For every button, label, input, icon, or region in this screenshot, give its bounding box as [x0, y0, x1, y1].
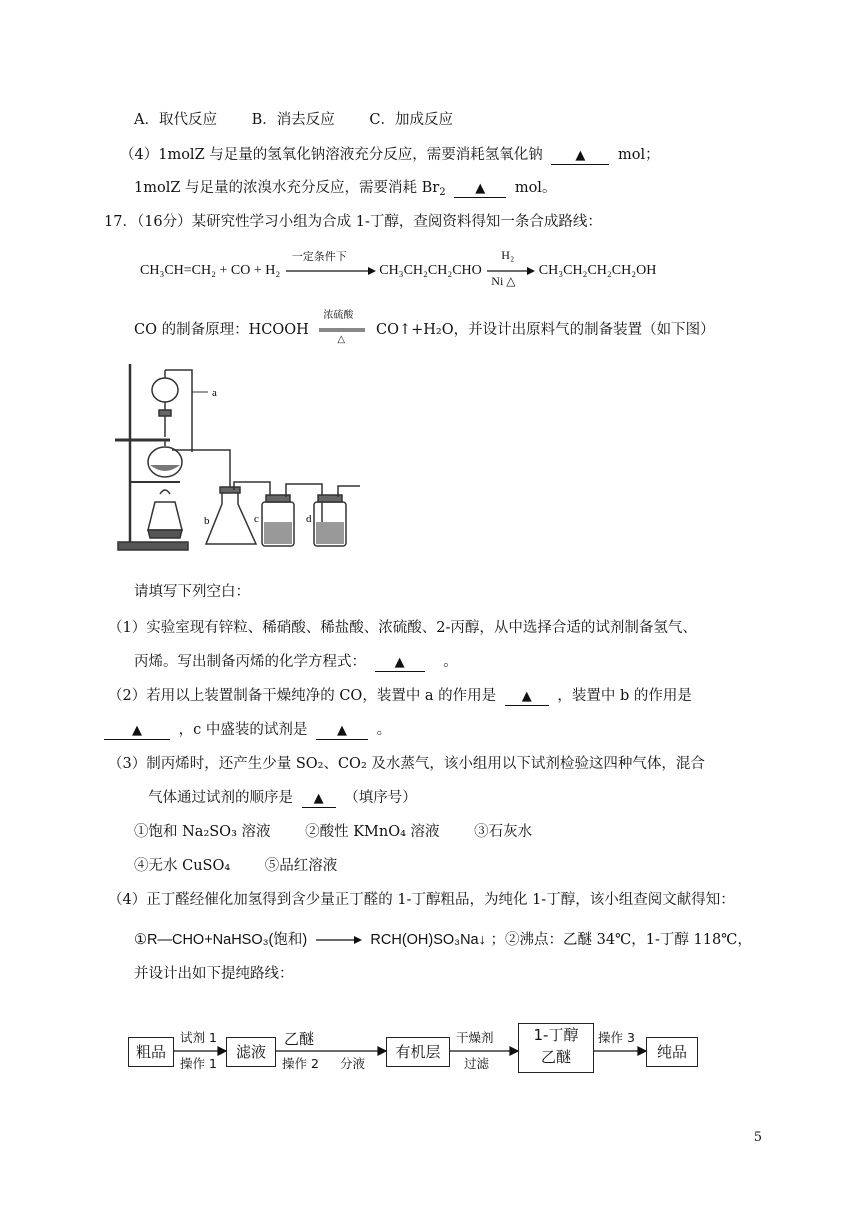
label-a: a — [212, 387, 217, 399]
step1-top: 试剂 1 — [180, 1030, 217, 1045]
co-cond-bottom: △ — [337, 334, 346, 345]
route-cond2-top: H₂ — [501, 248, 515, 262]
p2-end: 。 — [376, 722, 392, 738]
route-product: CH₃CH₂CH₂CH₂OH — [538, 263, 657, 279]
q16-part4-text2: 1molZ 与足量的浓溴水充分反应，需要消耗 Br — [134, 180, 440, 196]
step2-bottom: 操作 2 — [282, 1056, 319, 1071]
co-prep-text: CO 的制备原理：HCOOH — [134, 322, 309, 338]
blank-triangle: ▲ — [394, 655, 405, 670]
co-prep-text-2: CO↑+H₂O，并设计出原料气的制备装置（如下图） — [375, 322, 715, 338]
p1-text: 丙烯。写出制备丙烯的化学方程式： — [134, 654, 366, 670]
p4-line1: （4）正丁醛经催化加氢得到含少量正丁醛的 1-丁醇粗品，为纯化 1-丁醇，该小组查阅文献得知： — [108, 892, 735, 908]
blank-triangle: ▲ — [132, 723, 142, 738]
reagent-3: ③石灰水 — [474, 824, 533, 840]
p1-line1: （1）实验室现有锌粒、稀硝酸、稀盐酸、浓硫酸、2-丙醇，从中选择合适的试剂制备氢气、 — [108, 620, 697, 636]
reagent-2: ②酸性 KMnO₄ 溶液 — [305, 824, 440, 840]
fill-prompt: 请填写下列空白： — [134, 584, 250, 600]
p4-eq-tail: ；②沸点：乙醚 34℃，1-丁醇 118℃， — [490, 932, 752, 948]
step2-top: 乙醚 — [284, 1030, 315, 1048]
page-number: 5 — [753, 1130, 762, 1145]
reagent-4: ④无水 CuSO₄ — [134, 858, 231, 874]
label-d: d — [306, 513, 312, 525]
co-cond-top: 浓硫酸 — [323, 310, 354, 321]
step1-bottom: 操作 1 — [180, 1056, 217, 1071]
option-a: A．取代反应 — [134, 112, 217, 128]
box-pure: 纯品 — [646, 1037, 698, 1067]
p2-text1: （2）若用以上装置制备干燥纯净的 CO，装置中 a 的作用是 — [108, 688, 497, 704]
q16-part4-line2: 1molZ 与足量的浓溴水充分反应，需要消耗 $Br_2$ ▲ mol。 — [134, 180, 557, 198]
box-organic-layer: 有机层 — [386, 1037, 450, 1067]
q16-part4-text1: （4）1molZ 与足量的氢氧化钠溶液充分反应，需要消耗氢氧化钠 — [120, 147, 543, 163]
reagent-1: ①饱和 Na₂SO₃ 溶液 — [134, 824, 271, 840]
route-cond1: 一定条件下 — [291, 251, 347, 263]
step4-top: 操作 3 — [598, 1030, 635, 1045]
p3-hint: （填序号） — [344, 790, 417, 806]
q16-part4-unit2: mol。 — [514, 180, 557, 196]
q17-header: 17．（16分）某研究性学习小组为合成 1-丁醇，查阅资料得知一条合成路线： — [104, 214, 602, 230]
p2-text2: ，装置中 b 的作用是 — [557, 688, 692, 704]
option-b: B．消去反应 — [251, 112, 335, 128]
p4-line3: 并设计出如下提纯路线： — [134, 966, 294, 982]
step2-separate: 分液 — [340, 1056, 366, 1071]
box-filtrate: 滤液 — [226, 1037, 276, 1067]
option-c: C．加成反应 — [369, 112, 453, 128]
label-b: b — [204, 515, 210, 527]
blank-triangle: ▲ — [475, 181, 486, 196]
q16-part4-unit1: mol； — [617, 147, 660, 163]
step3-bottom: 过滤 — [464, 1056, 490, 1071]
p3-line1: （3）制丙烯时，还产生少量 SO₂、CO₂ 及水蒸气，该小组用以下试剂检验这四种气体，混合 — [108, 756, 705, 772]
route-reactants: CH₃CH=CH₂ + CO + H₂ — [140, 263, 281, 279]
reagent-5: ⑤品红溶液 — [264, 858, 338, 874]
blank-triangle: ▲ — [575, 148, 586, 163]
blank-triangle: ▲ — [336, 723, 347, 738]
blank-triangle: ▲ — [313, 791, 324, 806]
p1-end: 。 — [443, 654, 458, 670]
blank-triangle: ▲ — [521, 689, 532, 704]
route-intermediate: CH₃CH₂CH₂CHO — [379, 263, 482, 279]
box-mixture-line2: 乙醚 — [540, 1048, 571, 1066]
label-c: c — [254, 513, 259, 525]
step3-top: 干燥剂 — [456, 1030, 494, 1045]
p3-text: 气体通过试剂的顺序是 — [148, 790, 293, 806]
p4-eq-left: ①R—CHO+NaHSO₃(饱和) — [134, 932, 308, 948]
p2-text3: ，c 中盛装的试剂是 — [178, 722, 308, 738]
route-cond2-bottom: Ni △ — [491, 274, 516, 288]
box-mixture-line1: 1-丁醇 — [533, 1026, 579, 1044]
box-crude: 粗品 — [128, 1037, 174, 1067]
p4-eq-right: RCH(OH)SO₃Na↓ — [370, 932, 486, 948]
